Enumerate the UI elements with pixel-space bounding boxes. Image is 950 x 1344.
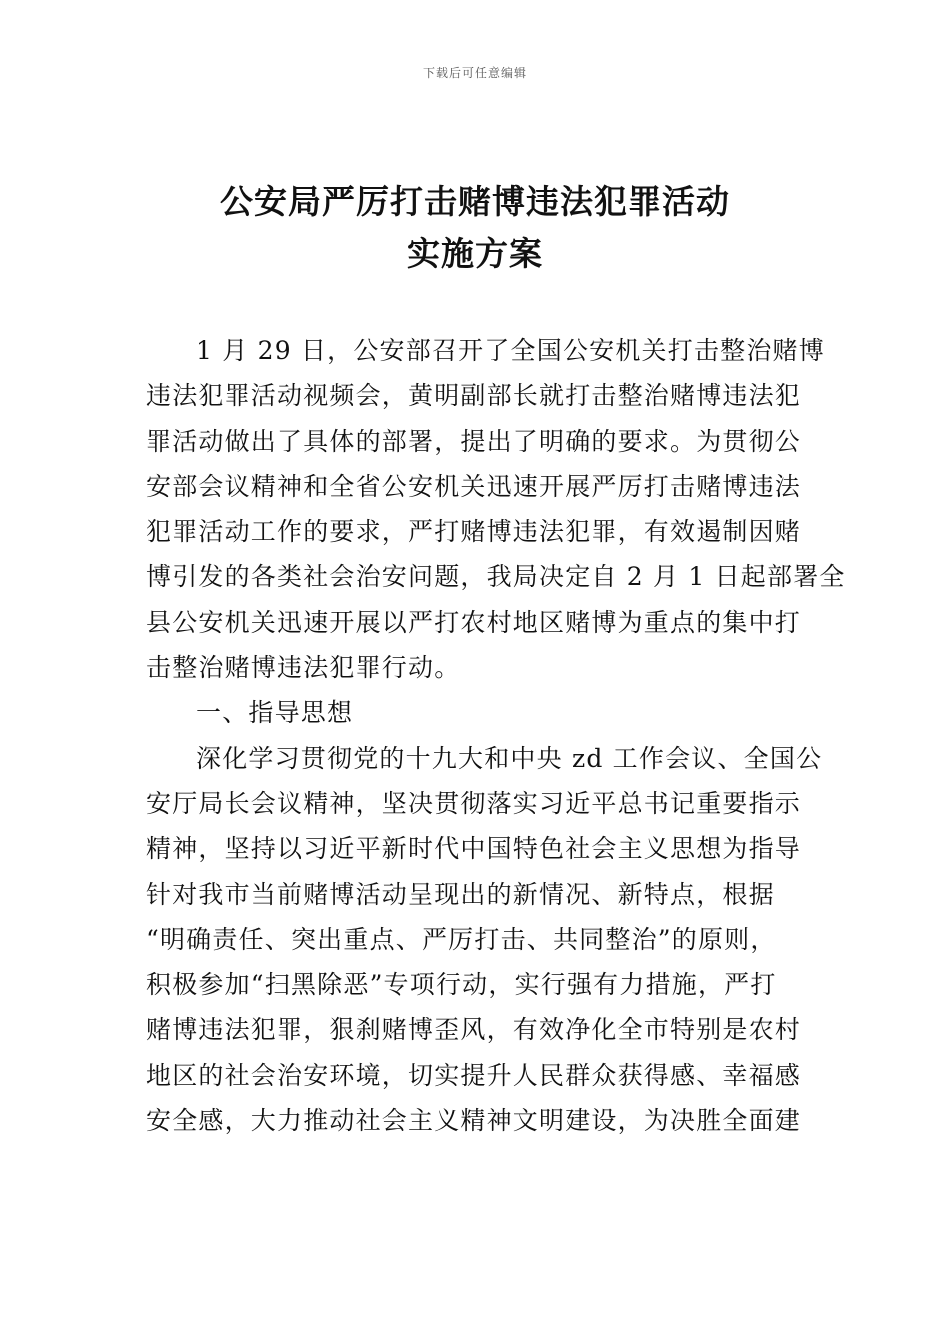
text-line: 积极参加“扫黑除恶”专项行动，实行强有力措施，严打 [146,970,777,1000]
section-heading-guiding-ideology: 一、指导思想 [196,698,354,728]
page-header-note: 下载后可任意编辑 [422,66,527,80]
text-line: 赌博违法犯罪，狠刹赌博歪风，有效净化全市特别是农村 [146,1015,802,1045]
text-line: 针对我市当前赌博活动呈现出的新情况、新特点，根据 [146,879,775,909]
text-line: 安部会议精神和全省公安机关迅速开展严厉打击赌博违法 [146,471,802,501]
paragraph-guiding-ideology [146,736,823,781]
document-title-line-1: 公安局严厉打击赌博违法犯罪活动 [220,182,730,221]
paragraph-intro [146,328,825,373]
paragraph-guiding-ideology-continued [146,781,810,1143]
text-line: 安全感，大力推动社会主义精神文明建设，为决胜全面建 [146,1106,802,1136]
document-body [146,328,846,1143]
text-line: 罪活动做出了具体的部署，提出了明确的要求。为贯彻公 [146,426,802,456]
text-line: 精神，坚持以习近平新时代中国特色社会主义思想为指导 [146,834,802,864]
paragraph-intro-continued [146,373,846,690]
text-line: 地区的社会治安环境，切实提升人民群众获得感、幸福感 [146,1060,802,1090]
text-line: 县公安机关迅速开展以严打农村地区赌博为重点的集中打 [146,607,802,637]
text-line: 击整治赌博违法犯罪行动。 [146,653,461,683]
text-line: 博引发的各类社会治安问题，我局决定自 2 月 1 日起部署全 [146,562,846,592]
text-line: 犯罪活动工作的要求，严打赌博违法犯罪，有效遏制因赌 [146,517,802,547]
text-line: “明确责任、突出重点、严厉打击、共同整治”的原则， [146,924,777,954]
document-title-line-2: 实施方案 [407,234,543,273]
text-line: 深化学习贯彻党的十九大和中央 zd 工作会议、全国公 [196,743,823,773]
text-line: 1 月 29 日，公安部召开了全国公安机关打击整治赌博 [196,336,825,365]
document-title [0,176,950,280]
text-line: 违法犯罪活动视频会，黄明副部长就打击整治赌博违法犯 [146,381,802,411]
text-line: 安厅局长会议精神，坚决贯彻落实习近平总书记重要指示 [146,788,802,818]
